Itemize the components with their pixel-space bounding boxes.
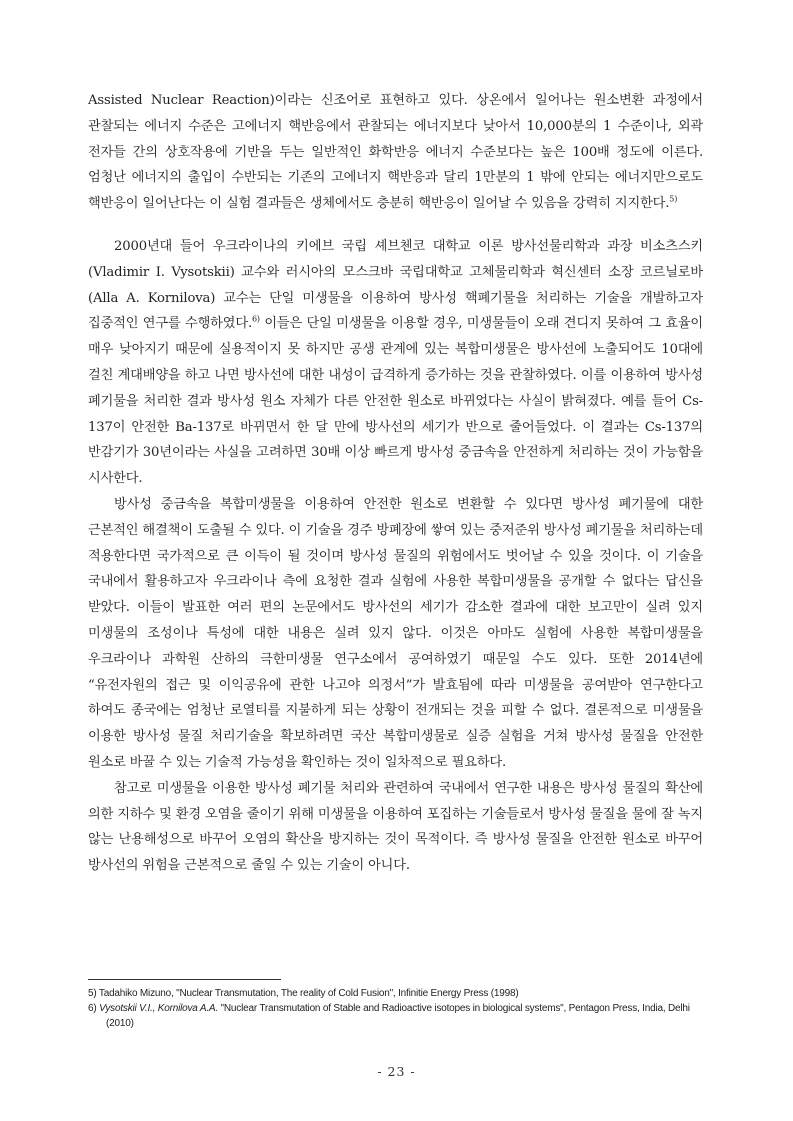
body-text — [88, 88, 703, 879]
footnotes — [88, 986, 708, 1031]
footnote-6-number: 6) — [88, 1003, 97, 1014]
footnote-ref-5[interactable]: 5) — [669, 194, 678, 204]
footnote-6-authors: Vysotskii V.I., Kornilova A.A. — [99, 1003, 218, 1014]
footnote-6-text: "Nuclear Transmutation of Stable and Radioactive isotopes in biological systems", Pentagon Press, India, Delhi (2010) — [106, 1003, 690, 1029]
footnote-divider — [88, 979, 281, 980]
footnote-6 — [88, 1001, 708, 1031]
paragraph-1 — [88, 88, 703, 217]
paragraph-3-text: 방사성 중금속을 복합미생물을 이용하여 안전한 원소로 변환할 수 있다면 방사성 폐기물에 대한 근본적인 해결책이 도출될 수 있다. 이 기술을 경주 방폐장에 쌓여 있는 중저준위 방사성 폐기물을 처리하는데 적용한다면 국가적으로 큰 이득이 될 것이며 방사성 물질의 위험에서도 벗어날 수 있을 것이다. 이 기술을 국내에서 활용하고자 우크라이나 측에 요청한 결과 실험에 사용한 복합미생물을 공개할 수 없다는 답신을 받았다. 이들이 발표한 여러 편의 논문에서도 방사선의 세기가 감소한 결과에 대한 보고만이 실려 있지 미생물의 조성이나 특성에 대한 내용은 실려 있지 않다. 이것은 아마도 실험에 사용한 복합미생물을 우크라이나 과학원 산하의 극한미생물 연구소에서 공여하였기 때문일 수도 있다. 또한 2014년에 “유전자원의 접근 및 이익공유에 관한 나고야 의정서”가 발효됨에 따라 미생물을 공여받아 연구한다고 하여도 종국에는 엄청난 로열티를 지불하게 되는 상황이 전개되는 것을 피할 수 없다. 결론적으로 미생물을 이용한 방사성 물질 처리기술을 확보하려면 국산 복합미생물로 실증 실험을 거쳐 방사성 물질을 안전한 원소로 바꿀 수 있는 기술적 가능성을 확인하는 것이 일차적으로 필요하다. — [88, 496, 703, 770]
page-number: - 23 - — [377, 1064, 416, 1079]
paragraph-1-text: Assisted Nuclear Reaction)이라는 신조어로 표현하고 있다. 상온에서 일어나는 원소변환 과정에서 관찰되는 에너지 수준은 고에너지 핵반응에서 관찰되는 에너지보다 낮아서 10,000분의 1 수준이나, 외곽 전자들 간의 상호작용에 기반을 두는 일반적인 화학반응 에너지 수준보다는 높은 100배 정도에 이른다. 엄청난 에너지의 출입이 수반되는 기존의 고에너지 핵반응과 달리 1만분의 1 밖에 안되는 에너지만으로도 핵반응이 일어난다는 이 실험 결과들은 생체에서도 충분히 핵반응이 일어날 수 있음을 강력히 지지한다. — [88, 93, 703, 212]
paragraph-2-text: 2000년대 들어 우크라이나의 키에브 국립 셰브첸코 대학교 이론 방사선물리학과 과장 비소츠스키(Vladimir I. Vysotskii) 교수와 러시아의 모스크바 국립대학교 고체물리학과 혁신센터 소장 코르닐로바(Alla A. Kornilova) 교수는 단일 미생물을 이용하여 방사성 핵폐기물을 처리하는 기술을 개발하고자 집중적인 연구를 수행하였다. — [88, 238, 703, 332]
paragraph-2 — [88, 234, 703, 492]
footnote-5-number: 5) — [88, 988, 97, 999]
paragraph-3 — [88, 492, 703, 776]
footnote-5 — [88, 986, 708, 1001]
footnote-ref-6[interactable]: 6) — [251, 314, 260, 324]
paragraph-2-text-continued: 이들은 단일 미생물을 이용할 경우, 미생물들이 오래 견디지 못하여 그 효율이 매우 낮아지기 때문에 실용적이지 못 하지만 공생 관계에 있는 복합미생물은 방사선에 노출되어도 10대에 걸친 계대배양을 하고 나면 방사선에 대한 내성이 급격하게 증가하는 것을 관찰하였다. 이를 이용하여 방사성 폐기물을 처리한 결과 방사성 원소 자체가 다른 안전한 원소로 바뀌었다는 사실이 밝혀졌다. 예를 들어 Cs-137이 안전한 Ba-137로 바뀌면서 한 달 만에 방사선의 세기가 반으로 줄어들었다. 이 결과는 Cs-137의 반감기가 30년이라는 사실을 고려하면 30배 이상 빠르게 방사성 중금속을 안전하게 처리하는 것이 가능함을 시사한다. — [88, 316, 703, 487]
paragraph-4 — [88, 776, 703, 879]
paragraph-4-text: 참고로 미생물을 이용한 방사성 폐기물 처리와 관련하여 국내에서 연구한 내용은 방사성 물질의 확산에 의한 지하수 및 환경 오염을 줄이기 위해 미생물을 이용하여 포집하는 기술들로서 방사성 물질을 물에 잘 녹지 않는 난용해성으로 바꾸어 오염의 확산을 방지하는 것이 목적이다. 즉 방사성 물질을 안전한 원소로 바꾸어 방사선의 위험을 근본적으로 줄일 수 있는 기술이 아니다. — [88, 780, 703, 874]
footnote-5-text: Tadahiko Mizuno, "Nuclear Transmutation, The reality of Cold Fusion", Infinitie Energy Press (1998) — [98, 988, 519, 999]
